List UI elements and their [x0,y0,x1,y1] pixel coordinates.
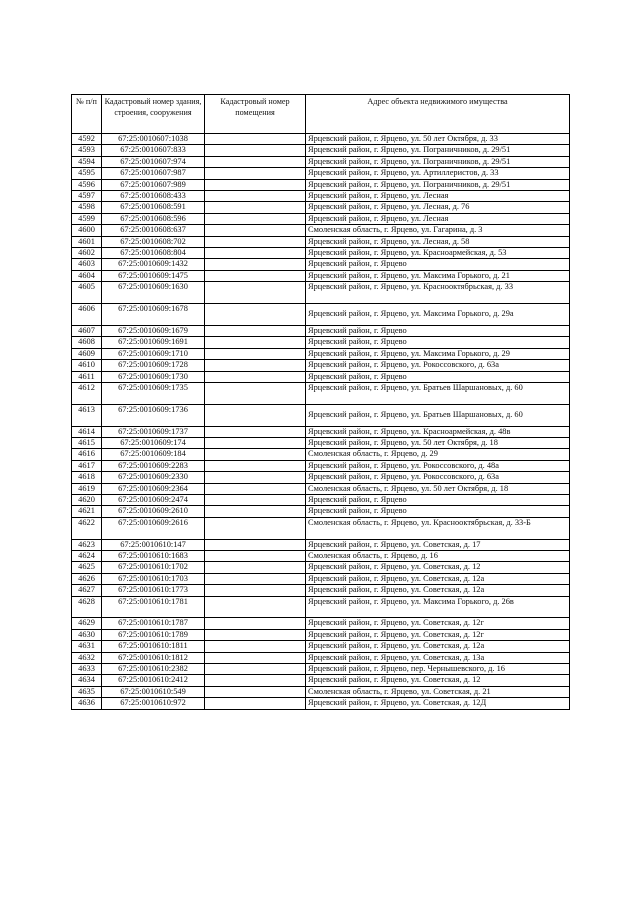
table-row [72,145,570,156]
row-address: Ярцевский район, г. Ярцево, ул. Краснооктябрьская, д. 33 [306,282,570,304]
property-table [71,94,570,710]
row-address: Ярцевский район, г. Ярцево, ул. Советская, д. 13а [306,652,570,663]
row-cadastral-room [205,641,306,652]
row-cadastral-building: 67:25:0010607:974 [102,156,205,167]
table-row [72,360,570,371]
row-cadastral-building: 67:25:0010610:1781 [102,596,205,618]
row-cadastral-room [205,550,306,561]
row-cadastral-building: 67:25:0010608:591 [102,202,205,213]
row-cadastral-building: 67:25:0010610:1789 [102,629,205,640]
row-number: 4593 [72,145,102,156]
row-cadastral-room [205,179,306,190]
row-number: 4601 [72,236,102,247]
row-cadastral-room [205,348,306,359]
row-address: Смоленская область, г. Ярцево, д. 29 [306,449,570,460]
row-cadastral-room [205,585,306,596]
row-number: 4631 [72,641,102,652]
row-number: 4633 [72,664,102,675]
table-row [72,506,570,517]
row-address: Смоленская область, г. Ярцево, д. 16 [306,550,570,561]
table-row [72,675,570,686]
row-cadastral-building: 67:25:0010610:972 [102,698,205,709]
row-cadastral-building: 67:25:0010609:2330 [102,472,205,483]
row-cadastral-building: 67:25:0010609:1730 [102,371,205,382]
row-cadastral-room [205,248,306,259]
row-number: 4626 [72,573,102,584]
row-number: 4619 [72,483,102,494]
row-address: Ярцевский район, г. Ярцево, ул. Советская, д. 12а [306,641,570,652]
row-cadastral-room [205,562,306,573]
row-address: Ярцевский район, г. Ярцево, ул. Красноармейская, д. 48в [306,426,570,437]
header-cadastral-building: Кадастровый номер здания, строения, сооружения [102,95,205,134]
table-body [72,134,570,710]
row-cadastral-room [205,270,306,281]
row-cadastral-building: 67:25:0010610:1787 [102,618,205,629]
row-address: Ярцевский район, г. Ярцево, ул. Братьев Шаршановых, д. 60 [306,404,570,426]
row-address: Ярцевский район, г. Ярцево, ул. Пограничников, д. 29/51 [306,145,570,156]
table-row [72,585,570,596]
row-address: Ярцевский район, г. Ярцево, ул. Лесная [306,191,570,202]
row-number: 4634 [72,675,102,686]
table-row [72,550,570,561]
row-address: Ярцевский район, г. Ярцево, ул. Советская, д. 12г [306,629,570,640]
row-number: 4600 [72,225,102,236]
table-row [72,282,570,304]
row-number: 4595 [72,168,102,179]
table-row [72,539,570,550]
row-number: 4604 [72,270,102,281]
row-number: 4628 [72,596,102,618]
row-address: Ярцевский район, г. Ярцево, ул. Лесная, д. 76 [306,202,570,213]
table-row [72,404,570,426]
table-row [72,371,570,382]
row-address: Смоленская область, г. Ярцево, ул. Гагарина, д. 3 [306,225,570,236]
row-address: Ярцевский район, г. Ярцево, ул. Максима Горького, д. 26в [306,596,570,618]
row-address: Ярцевский район, г. Ярцево, ул. Советская, д. 12а [306,573,570,584]
row-number: 4627 [72,585,102,596]
row-cadastral-room [205,156,306,167]
row-address: Ярцевский район, г. Ярцево [306,494,570,505]
table-row [72,517,570,539]
row-number: 4624 [72,550,102,561]
row-cadastral-room [205,494,306,505]
row-address: Ярцевский район, г. Ярцево, ул. Советская, д. 12 [306,675,570,686]
row-address: Ярцевский район, г. Ярцево, ул. Артиллеристов, д. 33 [306,168,570,179]
row-number: 4616 [72,449,102,460]
row-address: Ярцевский район, г. Ярцево, пер. Чернышевского, д. 16 [306,664,570,675]
table-row [72,664,570,675]
header-num: № п/п [72,95,102,134]
row-cadastral-room [205,145,306,156]
row-number: 4606 [72,304,102,326]
row-cadastral-room [205,449,306,460]
row-cadastral-building: 67:25:0010609:1710 [102,348,205,359]
row-cadastral-building: 67:25:0010609:1678 [102,304,205,326]
row-cadastral-building: 67:25:0010607:833 [102,145,205,156]
row-cadastral-room [205,236,306,247]
table-row [72,225,570,236]
row-cadastral-room [205,483,306,494]
table-row [72,494,570,505]
row-cadastral-room [205,304,306,326]
table-row [72,437,570,448]
row-cadastral-room [205,325,306,336]
row-cadastral-building: 67:25:0010610:1683 [102,550,205,561]
table-row [72,348,570,359]
row-cadastral-room [205,404,306,426]
row-cadastral-building: 67:25:0010608:596 [102,213,205,224]
table-row [72,270,570,281]
row-cadastral-building: 67:25:0010610:147 [102,539,205,550]
row-number: 4596 [72,179,102,190]
row-number: 4602 [72,248,102,259]
table-row [72,629,570,640]
table-row [72,562,570,573]
row-number: 4594 [72,156,102,167]
row-cadastral-room [205,437,306,448]
table-row [72,259,570,270]
row-cadastral-building: 67:25:0010610:1773 [102,585,205,596]
row-number: 4621 [72,506,102,517]
row-address: Ярцевский район, г. Ярцево, ул. Советская, д. 12Д [306,698,570,709]
row-number: 4622 [72,517,102,539]
row-cadastral-room [205,573,306,584]
row-number: 4592 [72,134,102,145]
row-cadastral-building: 67:25:0010607:987 [102,168,205,179]
row-address: Ярцевский район, г. Ярцево [306,371,570,382]
row-address: Ярцевский район, г. Ярцево, ул. Красноармейская, д. 53 [306,248,570,259]
row-number: 4635 [72,686,102,697]
row-cadastral-building: 67:25:0010608:637 [102,225,205,236]
row-cadastral-building: 67:25:0010609:1475 [102,270,205,281]
row-address: Ярцевский район, г. Ярцево, ул. Лесная [306,213,570,224]
row-cadastral-room [205,652,306,663]
row-cadastral-building: 67:25:0010609:1691 [102,337,205,348]
row-cadastral-building: 67:25:0010610:2382 [102,664,205,675]
table-row [72,426,570,437]
row-cadastral-room [205,168,306,179]
table-row [72,686,570,697]
row-address: Ярцевский район, г. Ярцево [306,337,570,348]
row-cadastral-building: 67:25:0010609:2616 [102,517,205,539]
row-number: 4605 [72,282,102,304]
row-cadastral-building: 67:25:0010609:1736 [102,404,205,426]
header-address: Адрес объекта недвижимого имущества [306,95,570,134]
table-row [72,449,570,460]
row-cadastral-room [205,460,306,471]
row-cadastral-building: 67:25:0010610:549 [102,686,205,697]
row-address: Смоленская область, г. Ярцево, ул. Краснооктябрьская, д. 33-Б [306,517,570,539]
table-row [72,236,570,247]
table-row [72,483,570,494]
row-cadastral-room [205,225,306,236]
table-row [72,337,570,348]
row-cadastral-building: 67:25:0010609:1728 [102,360,205,371]
table-row [72,573,570,584]
row-address: Смоленская область, г. Ярцево, ул. 50 лет Октября, д. 18 [306,483,570,494]
row-number: 4629 [72,618,102,629]
table-row [72,213,570,224]
row-cadastral-building: 67:25:0010607:989 [102,179,205,190]
row-address: Ярцевский район, г. Ярцево, ул. Советская, д. 12 [306,562,570,573]
row-address: Ярцевский район, г. Ярцево, ул. Пограничников, д. 29/51 [306,179,570,190]
row-cadastral-building: 67:25:0010610:1811 [102,641,205,652]
row-cadastral-building: 67:25:0010609:1630 [102,282,205,304]
row-address: Ярцевский район, г. Ярцево, ул. Максима Горького, д. 29 [306,348,570,359]
row-cadastral-building: 67:25:0010610:1703 [102,573,205,584]
row-address: Ярцевский район, г. Ярцево, ул. Максима Горького, д. 29а [306,304,570,326]
row-cadastral-building: 67:25:0010609:1735 [102,382,205,404]
row-cadastral-room [205,596,306,618]
table-row [72,248,570,259]
row-cadastral-room [205,134,306,145]
row-number: 4610 [72,360,102,371]
row-address: Ярцевский район, г. Ярцево, ул. 50 лет Октября, д. 18 [306,437,570,448]
row-number: 4618 [72,472,102,483]
row-address: Ярцевский район, г. Ярцево, ул. Рокоссовского, д. 48а [306,460,570,471]
row-cadastral-building: 67:25:0010609:2610 [102,506,205,517]
row-cadastral-room [205,472,306,483]
row-address: Ярцевский район, г. Ярцево, ул. Советская, д. 17 [306,539,570,550]
table-row [72,156,570,167]
row-number: 4636 [72,698,102,709]
row-number: 4617 [72,460,102,471]
row-address: Ярцевский район, г. Ярцево, ул. Советская, д. 12а [306,585,570,596]
row-address: Ярцевский район, г. Ярцево, ул. Пограничников, д. 29/51 [306,156,570,167]
row-cadastral-building: 67:25:0010609:2474 [102,494,205,505]
table-row [72,304,570,326]
row-number: 4632 [72,652,102,663]
row-address: Ярцевский район, г. Ярцево, ул. Рокоссовского, д. 63а [306,360,570,371]
row-number: 4613 [72,404,102,426]
row-cadastral-building: 67:25:0010608:702 [102,236,205,247]
header-cadastral-room: Кадастровый номер помещения [205,95,306,134]
row-number: 4623 [72,539,102,550]
row-cadastral-room [205,213,306,224]
table-row [72,179,570,190]
row-cadastral-building: 67:25:0010607:1038 [102,134,205,145]
table-row [72,618,570,629]
row-cadastral-room [205,337,306,348]
row-address: Ярцевский район, г. Ярцево, ул. Советская, д. 12г [306,618,570,629]
row-address: Ярцевский район, г. Ярцево [306,325,570,336]
row-cadastral-room [205,686,306,697]
row-cadastral-room [205,371,306,382]
row-address: Ярцевский район, г. Ярцево, ул. Братьев Шаршановых, д. 60 [306,382,570,404]
row-cadastral-building: 67:25:0010610:1702 [102,562,205,573]
row-cadastral-building: 67:25:0010609:2283 [102,460,205,471]
row-number: 4630 [72,629,102,640]
row-cadastral-room [205,618,306,629]
row-cadastral-building: 67:25:0010608:804 [102,248,205,259]
table-row [72,596,570,618]
row-number: 4598 [72,202,102,213]
row-address: Смоленская область, г. Ярцево, ул. Советская, д. 21 [306,686,570,697]
row-cadastral-room [205,517,306,539]
row-address: Ярцевский район, г. Ярцево, ул. 50 лет Октября, д. 33 [306,134,570,145]
row-cadastral-room [205,675,306,686]
row-address: Ярцевский район, г. Ярцево, ул. Максима Горького, д. 21 [306,270,570,281]
row-cadastral-building: 67:25:0010609:1679 [102,325,205,336]
row-cadastral-room [205,506,306,517]
row-address: Ярцевский район, г. Ярцево [306,259,570,270]
table-row [72,460,570,471]
row-address: Ярцевский район, г. Ярцево [306,506,570,517]
row-cadastral-building: 67:25:0010609:174 [102,437,205,448]
row-number: 4612 [72,382,102,404]
row-cadastral-room [205,282,306,304]
row-number: 4609 [72,348,102,359]
row-cadastral-building: 67:25:0010608:433 [102,191,205,202]
row-number: 4597 [72,191,102,202]
row-cadastral-building: 67:25:0010610:2412 [102,675,205,686]
row-number: 4620 [72,494,102,505]
row-number: 4603 [72,259,102,270]
row-number: 4611 [72,371,102,382]
row-cadastral-room [205,259,306,270]
table-row [72,382,570,404]
row-cadastral-building: 67:25:0010609:1432 [102,259,205,270]
table-row [72,191,570,202]
row-address: Ярцевский район, г. Ярцево, ул. Рокоссовского, д. 63а [306,472,570,483]
document-page [71,94,570,710]
row-cadastral-building: 67:25:0010610:1812 [102,652,205,663]
row-number: 4608 [72,337,102,348]
row-cadastral-room [205,664,306,675]
row-cadastral-room [205,629,306,640]
table-row [72,325,570,336]
row-cadastral-room [205,202,306,213]
row-cadastral-building: 67:25:0010609:184 [102,449,205,460]
row-cadastral-room [205,382,306,404]
row-cadastral-building: 67:25:0010609:2364 [102,483,205,494]
row-cadastral-room [205,360,306,371]
table-header-row [72,95,570,134]
table-row [72,202,570,213]
row-number: 4607 [72,325,102,336]
row-cadastral-room [205,426,306,437]
table-row [72,652,570,663]
row-cadastral-room [205,191,306,202]
row-number: 4625 [72,562,102,573]
row-cadastral-building: 67:25:0010609:1737 [102,426,205,437]
row-number: 4614 [72,426,102,437]
table-row [72,698,570,709]
table-row [72,134,570,145]
row-address: Ярцевский район, г. Ярцево, ул. Лесная, д. 58 [306,236,570,247]
table-row [72,472,570,483]
table-row [72,168,570,179]
row-number: 4615 [72,437,102,448]
row-cadastral-room [205,539,306,550]
table-row [72,641,570,652]
row-cadastral-room [205,698,306,709]
row-number: 4599 [72,213,102,224]
